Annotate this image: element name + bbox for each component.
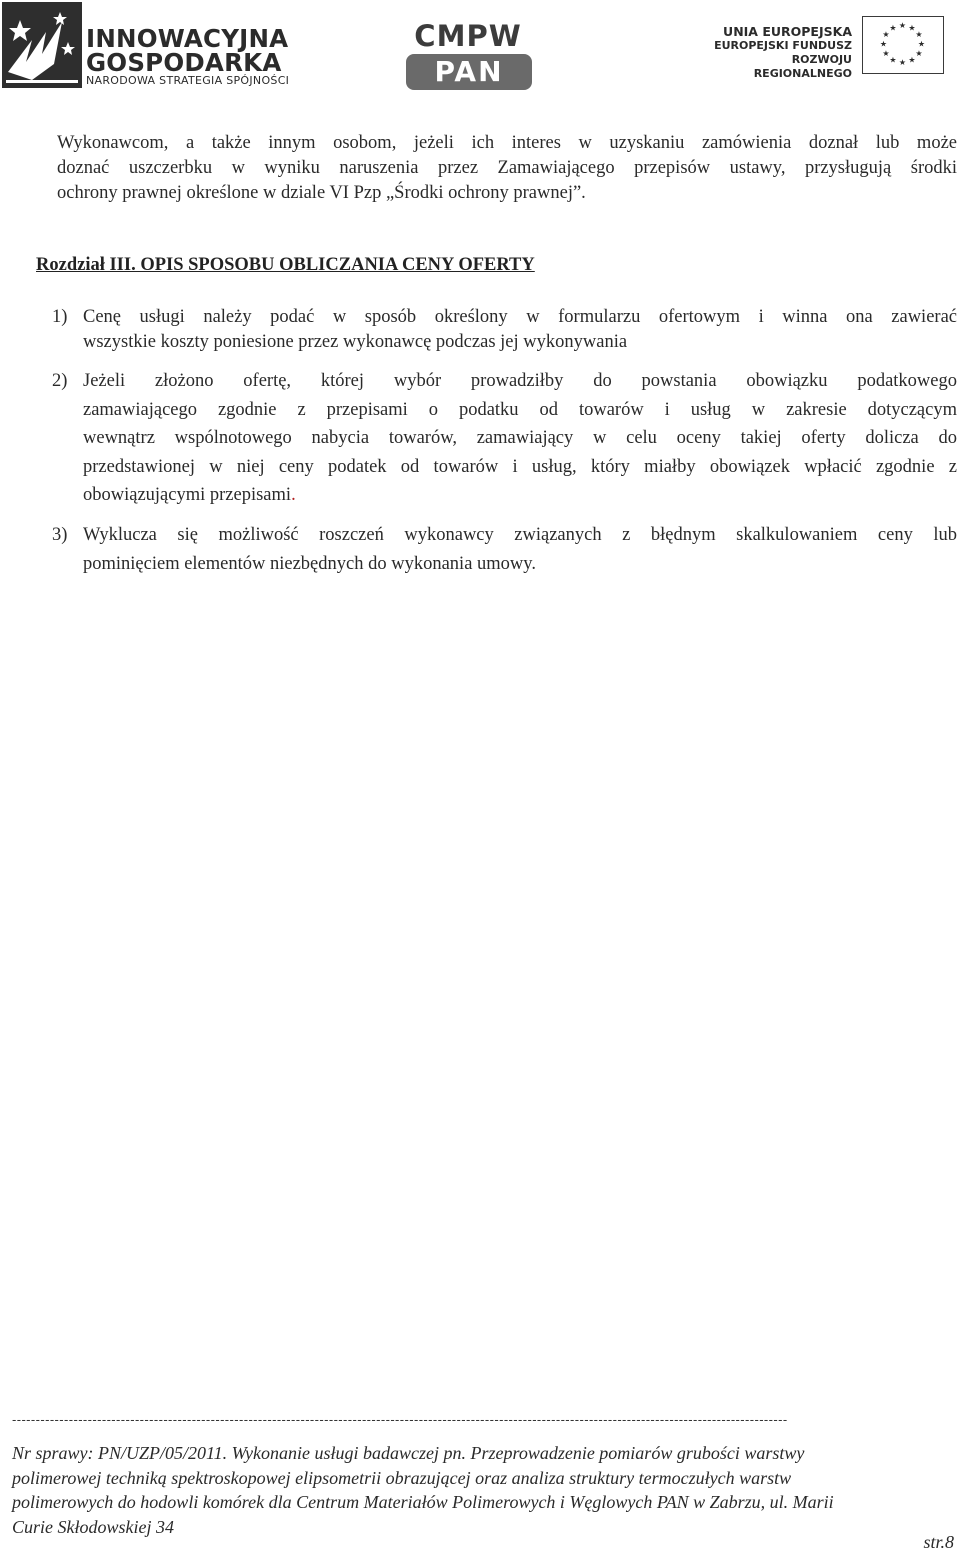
footer-case-description [12,1441,952,1539]
item-line: wewnątrz wspólnotowego nabycia towarów, zamawiający w celu oceny takiej oferty dolicza do [83,428,957,449]
svg-text:★: ★ [889,23,897,33]
item-line: przedstawionej w niej ceny podatek od towarów i usług, który miałby obowiązek wpłacić zgodnie z [83,456,957,477]
footer-line: Curie Skłodowskiej 34 [12,1516,174,1537]
list-item-text [83,305,957,355]
list-item-number: 2) [52,371,68,391]
logo-line-innowacyjna: INNOWACYJNA [86,24,289,53]
pan-logo-text: PAN [434,55,504,88]
svg-text:★: ★ [898,58,907,67]
list-item-text [83,521,957,578]
list-item-number: 1) [52,307,68,327]
svg-text:★: ★ [898,21,907,30]
ue-logo-text [700,24,852,81]
cmpw-pan-logo [404,20,534,92]
svg-text:★: ★ [917,39,926,49]
intro-line: Wykonawcom, a także innym osobom, jeżeli ich interes w uzyskaniu zamówienia doznał lub może [57,133,957,153]
item-line: zamawiającego zgodnie z przepisami o podatku od towarów i usług w zakresie dotyczącym [83,399,957,420]
footer-line: polimerowych do hodowli komórek dla Centrum Materiałów Polimerowych i Węglowych PAN w Zabrzu, ul. Marii [12,1492,834,1512]
list-item-text [83,367,957,510]
item-line: wszystkie koszty poniesione przez wykonawcę podczas jej wykonywania [83,332,628,352]
item-line: Jeżeli złożono ofertę, której wybór prowadziłby do powstania obowiązku podatkowego [83,371,957,391]
logo-line-gospodarka: GOSPODARKA [86,48,282,77]
svg-text:★: ★ [915,30,923,39]
intro-line: ochrony prawnej określone w dziale VI Pzp „Środki ochrony prawnej”. [57,183,586,203]
logo-line-strategia: NARODOWA STRATEGIA SPÓJNOŚCI [86,74,290,87]
footer-separator: -------------------------------------------------------------------------------------------------------------------------------------------------------------------- [12,1412,788,1427]
innowacyjna-gospodarka-logo [2,2,292,90]
item-line: pominięciem elementów niezbędnych do wykonania umowy. [83,553,536,574]
svg-text:★: ★ [882,49,890,58]
svg-text:★: ★ [882,30,890,39]
svg-text:★: ★ [889,55,897,65]
ue-line-fundusz: EUROPEJSKI FUNDUSZ [714,39,852,52]
svg-text:★: ★ [915,49,923,58]
cmpw-logo-text: CMPW [414,19,522,53]
chapter-heading: Rozdział III. OPIS SPOSOBU OBLICZANIA CENY OFERTY [36,255,535,275]
svg-text:★: ★ [879,39,888,49]
item-line-last [83,481,957,510]
eu-flag-icon [862,16,944,74]
page-number: str.8 [923,1532,954,1552]
unia-europejska-logo [700,14,950,78]
intro-paragraph [57,131,957,206]
footer-line: polimerowej techniką spektroskopowej elipsometrii obrazującej oraz analiza struktury termoczułych warstw [12,1467,792,1488]
footer-line: Nr sprawy: PN/UZP/05/2011. Wykonanie usługi badawczej pn. Przeprowadzenie pomiarów grubości warstwy [12,1443,805,1463]
intro-line: doznać uszczerbku w wyniku naruszenia przez Zamawiającego przepisów ustawy, przysługują środki [57,158,957,178]
ue-line-unia: UNIA EUROPEJSKA [723,24,852,39]
list-item-number: 3) [52,525,68,545]
page-header [0,0,960,100]
ue-line-rozwoju: ROZWOJU REGIONALNEGO [753,53,852,80]
item-line: Wyklucza się możliwość roszczeń wykonawcy związanych z błędnym skalkulowaniem ceny lub [83,525,957,545]
item-end-mark: . [291,485,296,506]
svg-text:★: ★ [908,23,916,33]
item-line: Cenę usługi należy podać w sposób określony w formularzu ofertowym i winna ona zawierać [83,307,957,327]
innowacyjna-gospodarka-mark-icon [2,2,82,88]
svg-text:★: ★ [908,55,916,65]
item-line-text: obowiązującymi przepisami [83,485,292,506]
